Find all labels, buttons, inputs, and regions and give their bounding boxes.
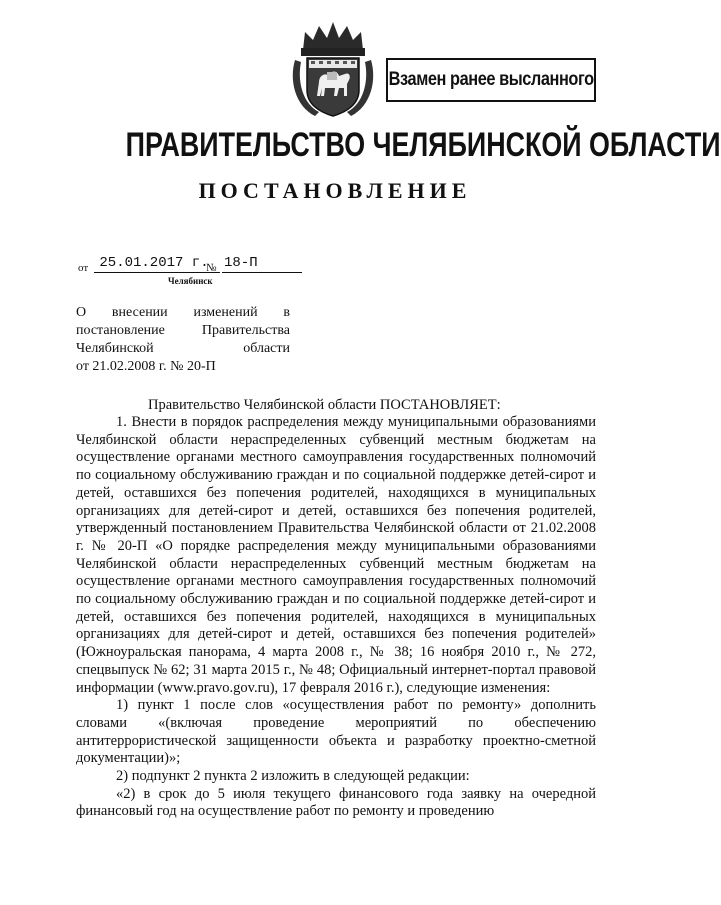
government-title: ПРАВИТЕЛЬСТВО ЧЕЛЯБИНСКОЙ ОБЛАСТИ (125, 126, 721, 164)
paragraph-2: 1) пункт 1 после слов «осуществления работ по ремонту» дополнить словами «(включая проведение мероприятий по обеспечению антитеррористической защищенности объекта и разработку проектно-сметной документации)»; (76, 697, 596, 767)
subject-line: Челябинской области (76, 341, 290, 356)
paragraph-1: 1. Внести в порядок распределения между муниципальными образованиями Челябинской области нераспределенных субвенций местным бюджетам на осуществление органами местного самоуправления государственных полномочий по социальному обслуживанию граждан и по социальной поддержке детей-сирот и детей, оставшихся без попечения родителей, находящихся в муниципальных организациях для детей-сирот и детей, оставшихся без попечения родителей, утвержденный постановлением Правительства Челябинской области от 21.02.2008 г. № 20-П «О порядке распределения между муниципальными образованиями Челябинской области нераспределенных субвенций местным бюджетам на осуществление органами местного самоуправления государственных полномочий по социальному обслуживанию граждан и по социальной поддержке детей-сирот и детей, оставшихся без попечения родителей, находящихся в муниципальных организациях для детей-сирот и детей, оставшихся без попечения родителей» (Южноуральская панорама, 4 марта 2008 г., № 38; 16 ноября 2010 г., № 272, спецвыпуск № 62; 31 марта 2015 г., № 48; Официальный интернет-портал правовой информации (www.pravo.gov.ru), 17 февраля 2016 г.), следующие изменения: (76, 414, 596, 696)
document-subject (76, 304, 290, 376)
chelyabinsk-coat-of-arms-icon (289, 20, 377, 120)
document-body (76, 414, 596, 821)
date-underline (94, 272, 220, 273)
subject-line: О внесении изменений в (76, 305, 290, 320)
document-date: 25.01.2017 г. (99, 255, 209, 271)
date-prefix: от (78, 262, 89, 274)
document-type: ПОСТАНОВЛЕНИЕ (198, 178, 472, 203)
city-label: Челябинск (168, 276, 213, 286)
number-underline (222, 272, 302, 273)
number-prefix: № (206, 262, 217, 274)
stamp-text: Взамен ранее высланного (388, 69, 594, 90)
paragraph-3: 2) подпункт 2 пункта 2 изложить в следующей редакции: (116, 768, 470, 785)
replacement-stamp (386, 58, 596, 102)
resolution-intro: Правительство Челябинской области ПОСТАНОВЛЯЕТ: (148, 397, 501, 413)
date-number-line (78, 254, 318, 274)
subject-line: постановление Правительства (76, 323, 290, 338)
document-number: 18-П (224, 255, 258, 271)
subject-line: от 21.02.2008 г. № 20-П (76, 359, 216, 374)
paragraph-4: «2) в срок до 5 июля текущего финансового года заявку на очередной финансовый год на осуществление работ по ремонту и проведению (76, 785, 596, 820)
